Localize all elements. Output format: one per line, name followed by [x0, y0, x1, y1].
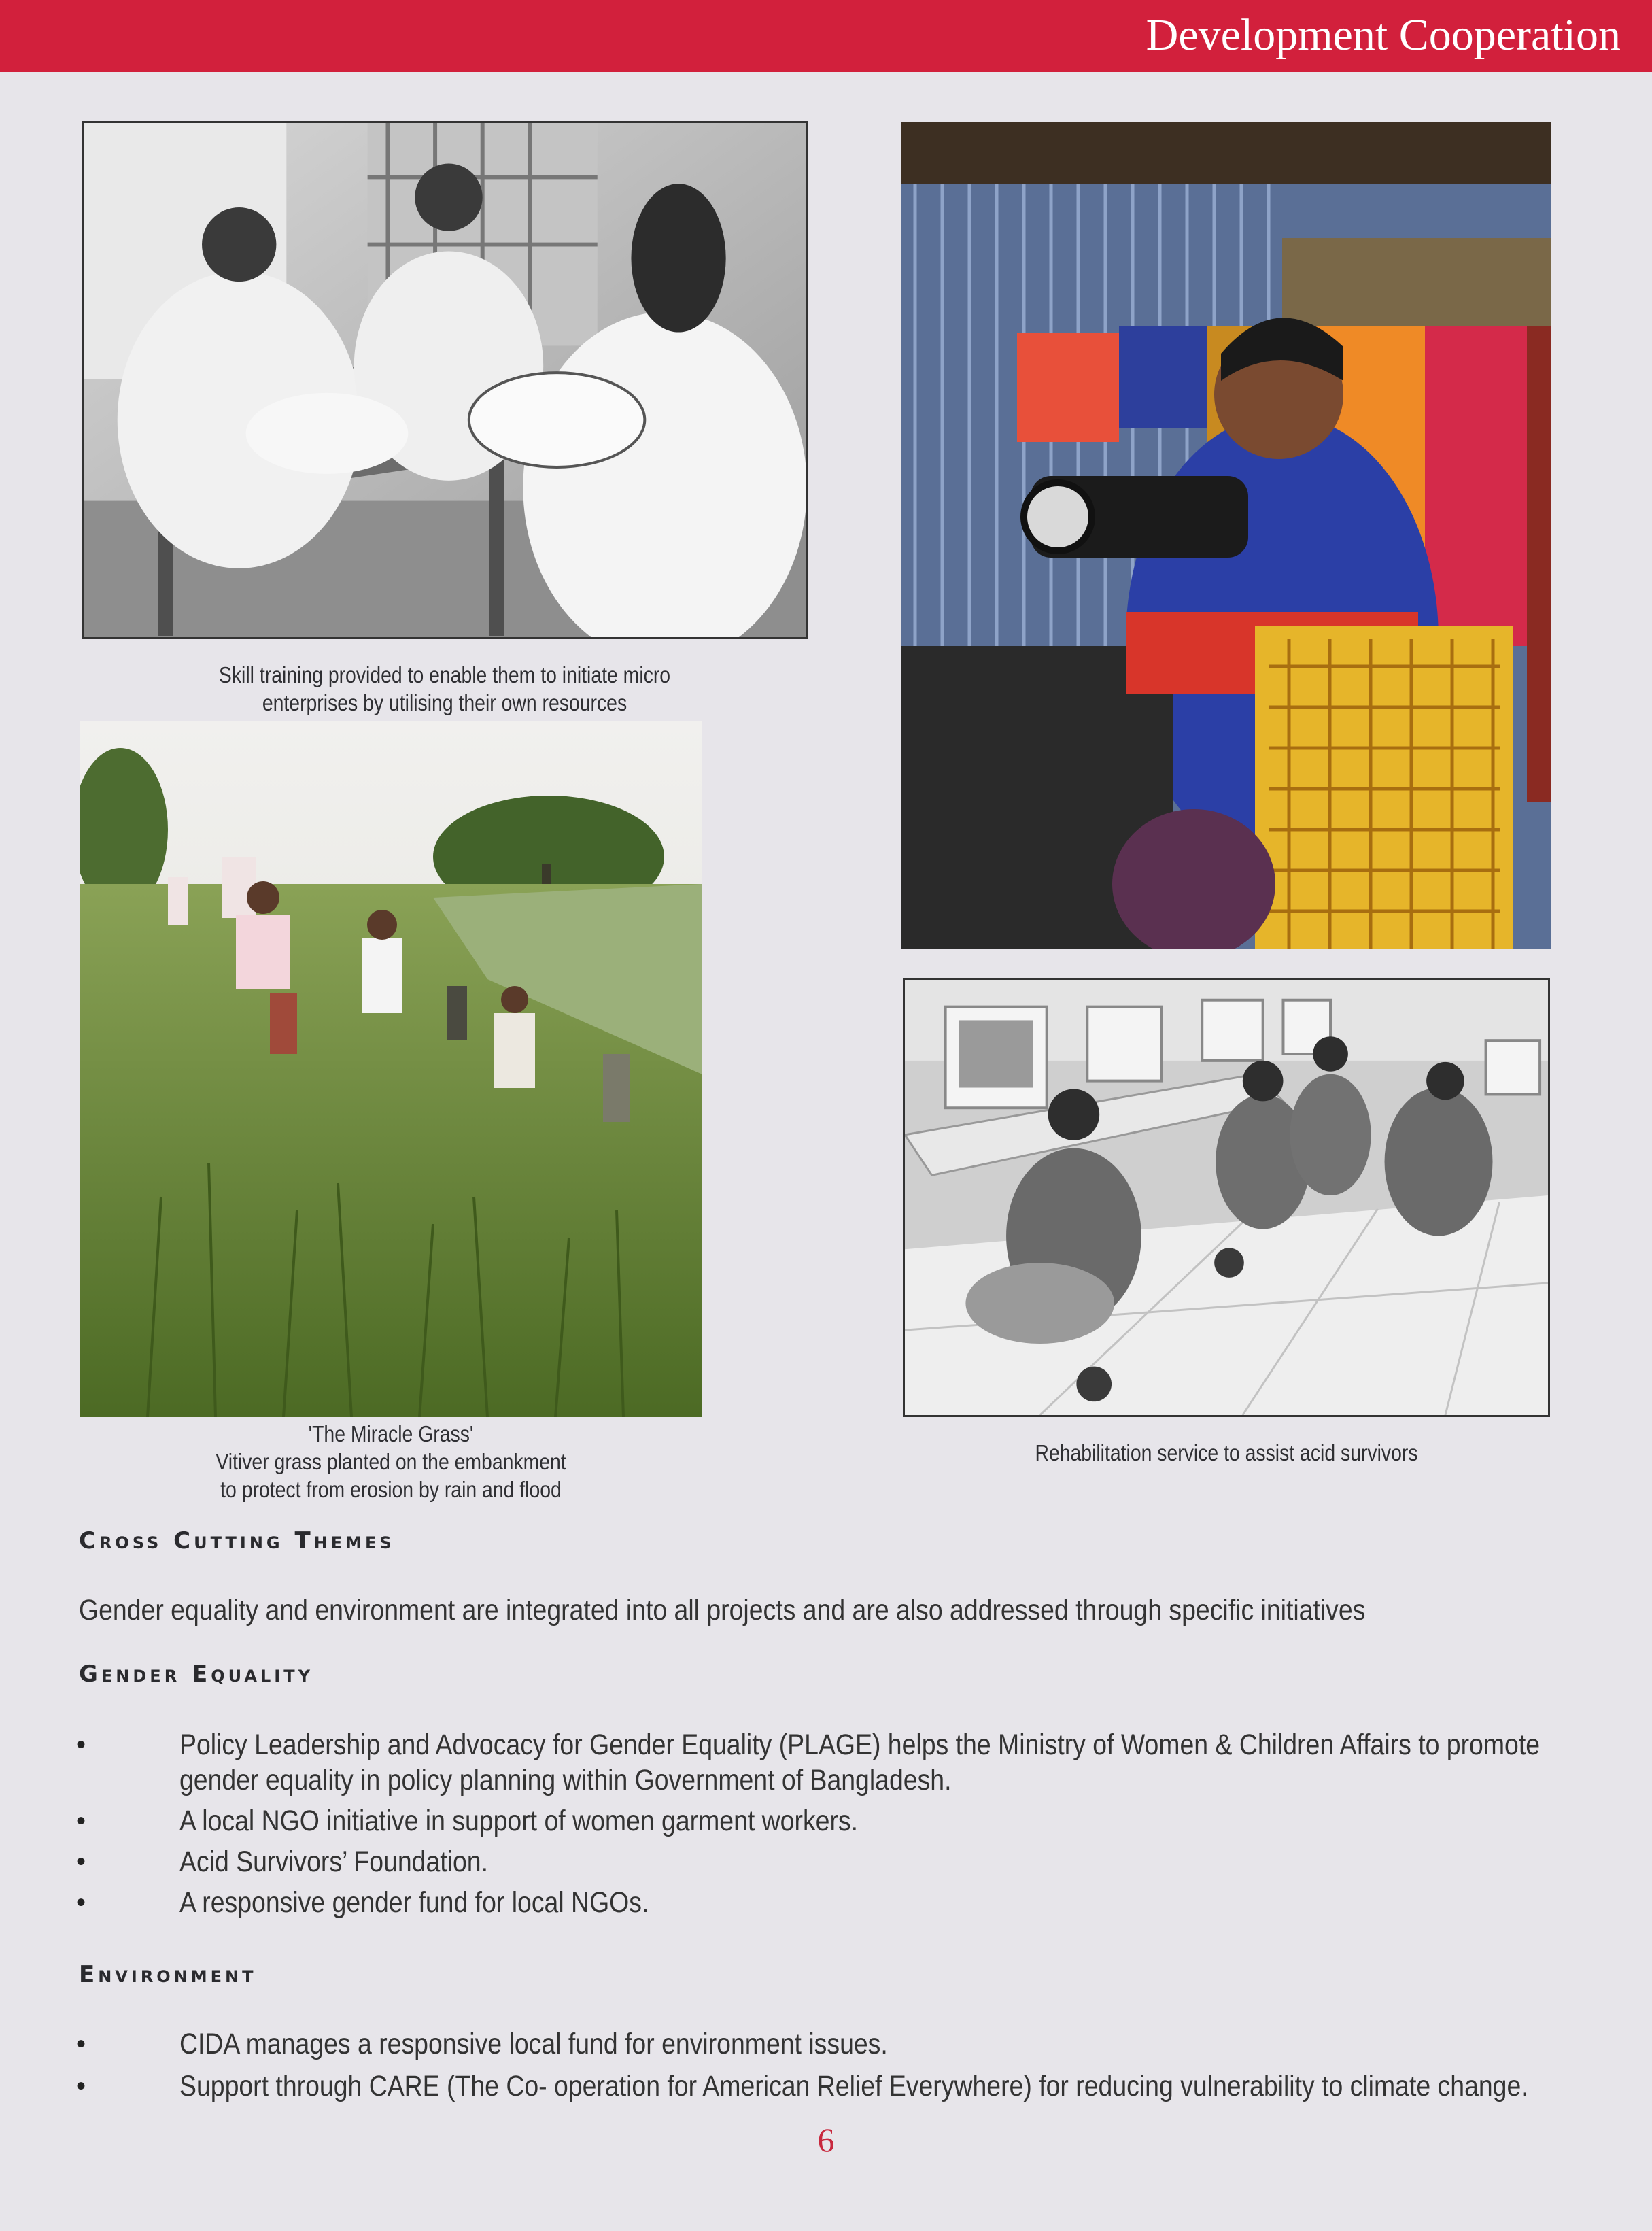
list-item: [75, 1844, 1591, 1879]
caption-line: Rehabilitation service to assist acid survivors: [1035, 1440, 1418, 1465]
bullet-line: A local NGO initiative in support of women garment workers.: [179, 1805, 859, 1837]
bullet-line: CIDA manages a responsive local fund for environment issues.: [179, 2028, 888, 2060]
miracle-grass-photo: [80, 721, 702, 1417]
page-number: 6: [817, 2121, 835, 2159]
skill-training-caption: [133, 661, 757, 717]
bullet-line: A responsive gender fund for local NGOs.: [179, 1886, 649, 1919]
gender-equality-heading: Gender Equality: [79, 1661, 313, 1688]
bullet-text: [179, 1727, 1540, 1798]
bullet-text: [179, 1803, 1540, 1839]
environment-list: [75, 2026, 1591, 2104]
caption-line: 'The Miracle Grass': [308, 1421, 474, 1446]
bullet-text: [179, 1885, 1540, 1920]
bullet-line: gender equality in policy planning within Government of Bangladesh.: [179, 1764, 952, 1796]
caption-line: Skill training provided to enable them to initiate micro: [218, 662, 671, 687]
bullet-text: [179, 2068, 1540, 2104]
bullet-icon: •: [76, 1730, 86, 1760]
gender-equality-list: [75, 1727, 1591, 1920]
sewing-machine-photo: [901, 122, 1551, 949]
bullet-icon: •: [76, 2071, 86, 2101]
rehabilitation-caption: [948, 1439, 1505, 1467]
bullet-icon: •: [76, 1806, 86, 1836]
cross-cutting-heading: Cross Cutting Themes: [79, 1527, 395, 1554]
caption-line: Vitiver grass planted on the embankment: [216, 1449, 566, 1474]
bullet-line: Support through CARE (The Co- operation for American Relief Everywhere) for reducing vulnerability to climate change.: [179, 2070, 1528, 2102]
bullet-icon: •: [76, 1888, 86, 1918]
cross-cutting-text: Gender equality and environment are integrated into all projects and are also addressed through specific initiatives: [79, 1594, 1366, 1627]
environment-heading: Environment: [79, 1961, 257, 1988]
list-item: [75, 1727, 1591, 1798]
bullet-icon: •: [76, 2029, 86, 2059]
bullet-text: [179, 1844, 1540, 1879]
list-item: [75, 1885, 1591, 1920]
list-item: [75, 2068, 1591, 2104]
caption-line: enterprises by utilising their own resources: [262, 690, 627, 715]
skill-training-photo: [82, 121, 808, 639]
computer-lab-photo: [903, 978, 1550, 1417]
bullet-line: Acid Survivors’ Foundation.: [179, 1845, 488, 1878]
list-item: [75, 1803, 1591, 1839]
header-title: Development Cooperation: [1146, 10, 1621, 60]
caption-line: to protect from erosion by rain and flood: [220, 1477, 562, 1502]
miracle-grass-caption: [123, 1420, 659, 1503]
bullet-icon: •: [76, 1847, 86, 1877]
header-band: [0, 0, 1652, 72]
list-item: [75, 2026, 1591, 2062]
bullet-line: Policy Leadership and Advocacy for Gender Equality (PLAGE) helps the Ministry of Women & Children Affairs to promote: [179, 1728, 1541, 1761]
bullet-text: [179, 2026, 1540, 2062]
